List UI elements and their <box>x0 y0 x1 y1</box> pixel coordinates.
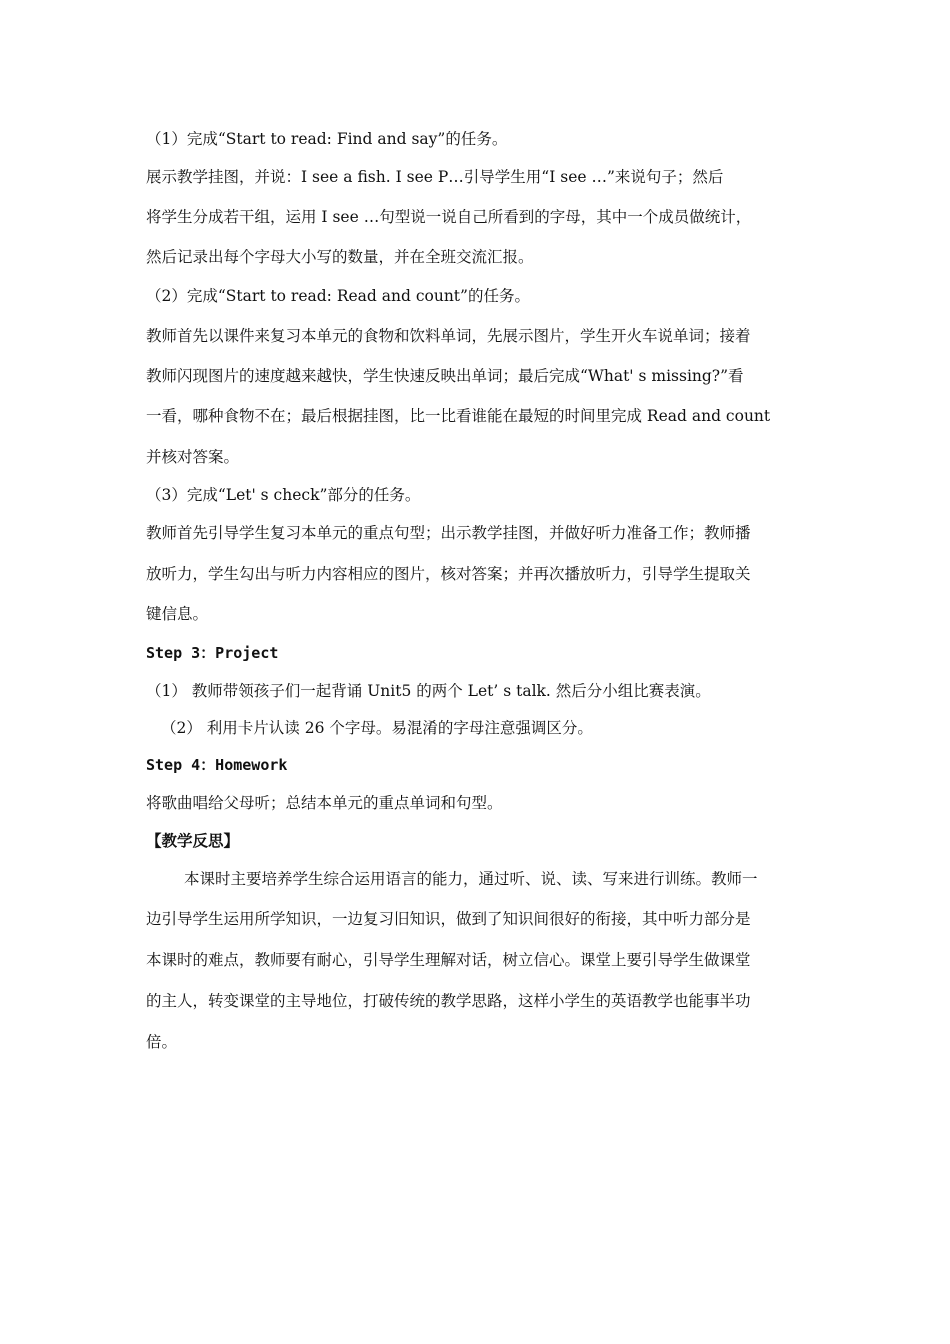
reflection-line: 本课时主要培养学生综合运用语言的能力，通过听、说、读、写来进行训练。教师一 <box>184 870 758 888</box>
paragraph-line: 教师闪现图片的速度越来越快，学生快速反映出单词；最后完成“What' s missing?”看 <box>146 367 744 385</box>
project-item-2: （2） 利用卡片认读 26 个字母。易混淆的字母注意强调区分。 <box>161 719 593 737</box>
reflection-line: 的主人，转变课堂的主导地位，打破传统的教学思路，这样小学生的英语教学也能事半功 <box>146 992 751 1010</box>
reflection-line: 倍。 <box>146 1033 178 1051</box>
paragraph-line: 一看，哪种食物不在；最后根据挂图，比一比看谁能在最短的时间里完成 Read and count <box>146 407 771 425</box>
reflection-line: 本课时的难点，教师要有耐心，引导学生理解对话，树立信心。课堂上要引导学生做课堂 <box>146 951 751 969</box>
task-3-heading: （3）完成“Let' s check”部分的任务。 <box>146 486 421 504</box>
step-3-heading: Step 3：Project <box>146 644 279 662</box>
paragraph-line: 教师首先引导学生复习本单元的重点句型；出示教学挂图，并做好听力准备工作；教师播 <box>146 524 751 542</box>
paragraph-line: 将学生分成若干组，运用 I see …句型说一说自己所看到的字母，其中一个成员做统计， <box>146 208 752 226</box>
paragraph-line: 并核对答案。 <box>146 448 240 466</box>
paragraph-line: 然后记录出每个字母大小写的数量，并在全班交流汇报。 <box>146 248 534 266</box>
task-2-heading: （2）完成“Start to read: Read and count”的任务。 <box>146 287 530 305</box>
paragraph-line: 放听力，学生勾出与听力内容相应的图片，核对答案；并再次播放听力，引导学生提取关 <box>146 565 751 583</box>
paragraph-line: 键信息。 <box>146 605 209 623</box>
reflection-heading: 【教学反思】 <box>146 831 240 850</box>
task-1-heading: （1）完成“Start to read: Find and say”的任务。 <box>146 130 508 148</box>
homework-text: 将歌曲唱给父母听；总结本单元的重点单词和句型。 <box>146 794 503 812</box>
step-4-heading: Step 4：Homework <box>146 756 288 774</box>
paragraph-line: 教师首先以课件来复习本单元的食物和饮料单词，先展示图片，学生开火车说单词；接着 <box>146 327 751 345</box>
project-item-1: （1） 教师带领孩子们一起背诵 Unit5 的两个 Let’ s talk. 然后分小组比赛表演。 <box>146 682 711 700</box>
reflection-line: 边引导学生运用所学知识，一边复习旧知识，做到了知识间很好的衔接，其中听力部分是 <box>146 910 751 928</box>
paragraph-line: 展示教学挂图，并说：I see a fish. I see P…引导学生用“I see …”来说句子；然后 <box>146 168 724 186</box>
